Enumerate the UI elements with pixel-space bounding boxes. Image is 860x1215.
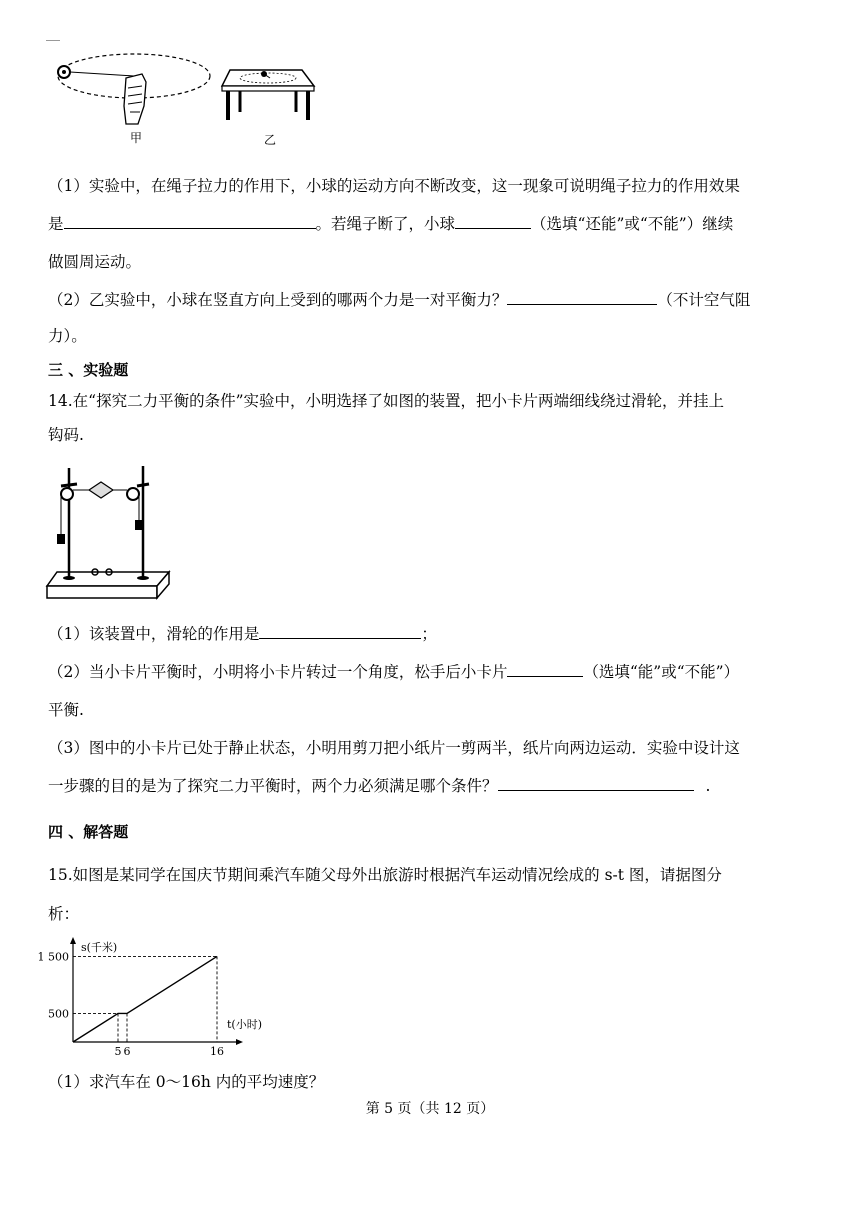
x-tick-label: 5 (114, 1045, 122, 1058)
figure-yi-label: 乙 (264, 133, 277, 147)
figure-balance-apparatus (47, 460, 177, 602)
q14-p3-line1: （3）图中的小卡片已处于静止状态，小明用剪刀把小纸片一剪两半，纸片向两边运动．实验中设计这 (48, 739, 740, 757)
q14-p2-text: （2）当小卡片平衡时，小明将小卡片转过一个角度，松手后小卡片 (48, 663, 508, 681)
q14-p2-line1 (48, 660, 739, 682)
q13-p1-text-mid: 。若绳子断了，小球 (315, 215, 456, 233)
q14-p1-text-post: ； (421, 625, 437, 643)
q15-p1-line: （1）求汽车在 0～16h 内的平均速度？ (48, 1073, 325, 1091)
q14-p2-text-post: （选填“能”或“不能”） (583, 663, 740, 681)
q15-stem-line2: 析： (48, 905, 80, 923)
string-line (70, 72, 134, 76)
figure-jia-label: 甲 (130, 131, 143, 145)
header-dash (46, 40, 60, 41)
q14-p2-line2: 平衡. (48, 701, 84, 719)
page-footer: 第 5 页（共 12 页） (365, 1101, 495, 1117)
st-chart (37, 935, 263, 1065)
figure-jia (52, 48, 212, 146)
q13-p2-line1 (48, 288, 750, 310)
q13-p2-text: （2）乙实验中，小球在竖直方向上受到的哪两个力是一对平衡力？ (48, 291, 508, 309)
left-weight-icon (57, 534, 65, 544)
q15-stem-line1: 15.如图是某同学在国庆节期间乘汽车随父母外出旅游时根据汽车运动情况绘成的 s-t 图，请据图分 (48, 866, 722, 884)
q13-p1-line1: （1）实验中，在绳子拉力的作用下，小球的运动方向不断改变，这一现象可说明绳子拉力的作用效果 (48, 177, 740, 195)
figure-yi (218, 58, 318, 150)
answer-blank-rotated-balance[interactable] (507, 662, 583, 677)
hand-icon (124, 74, 146, 124)
y-axis-label: s(千米) (81, 941, 118, 954)
q14-p1-text: （1）该装置中，滑轮的作用是 (48, 625, 260, 643)
x-axis-label: t(小时) (227, 1018, 263, 1031)
q14-p3-text: 一步骤的目的是为了探究二力平衡时，两个力必须满足哪个条件？ (48, 777, 498, 795)
answer-blank-balanced-forces[interactable] (507, 290, 657, 305)
paper-card (89, 482, 113, 498)
q14-p3-text-post: . (705, 777, 711, 795)
answer-blank-circular[interactable] (455, 214, 531, 229)
section-3-heading: 三 、实验题 (48, 361, 129, 379)
q14-p3-line2 (48, 774, 710, 796)
answer-blank-condition[interactable] (498, 776, 694, 791)
x-axis-arrow (236, 1039, 243, 1045)
y-tick-label: 500 (48, 1007, 69, 1021)
y-tick-label: 1 500 (37, 950, 69, 964)
x-tick-label: 6 (123, 1045, 131, 1058)
q13-p1-line2 (48, 212, 733, 234)
q13-p2-line2: 力）。 (48, 327, 87, 345)
right-pulley-icon (127, 488, 139, 500)
q14-stem-line1: 14.在“探究二力平衡的条件”实验中，小明选择了如图的装置，把小卡片两端细线绕过滑轮，并挂上 (48, 392, 725, 410)
right-weight-icon (135, 520, 143, 530)
table-top (222, 70, 314, 86)
left-pulley-icon (61, 488, 73, 500)
q14-stem-line2: 钩码. (48, 426, 84, 444)
y-axis-arrow (70, 937, 76, 944)
q13-p1-text-pre: 是 (48, 215, 64, 233)
q13-p2-text-post: （不计空气阻 (657, 291, 751, 309)
section-4-heading: 四 、解答题 (48, 823, 129, 841)
x-tick-label: 16 (210, 1045, 224, 1058)
answer-blank-pulley-role[interactable] (259, 624, 421, 639)
q14-p1-line (48, 622, 437, 644)
q13-p1-text-post: （选填“还能”或“不能”）继续 (531, 215, 734, 233)
answer-blank-effect[interactable] (64, 214, 316, 229)
series-line (73, 956, 217, 1042)
q13-p1-line3: 做圆周运动。 (48, 253, 142, 271)
